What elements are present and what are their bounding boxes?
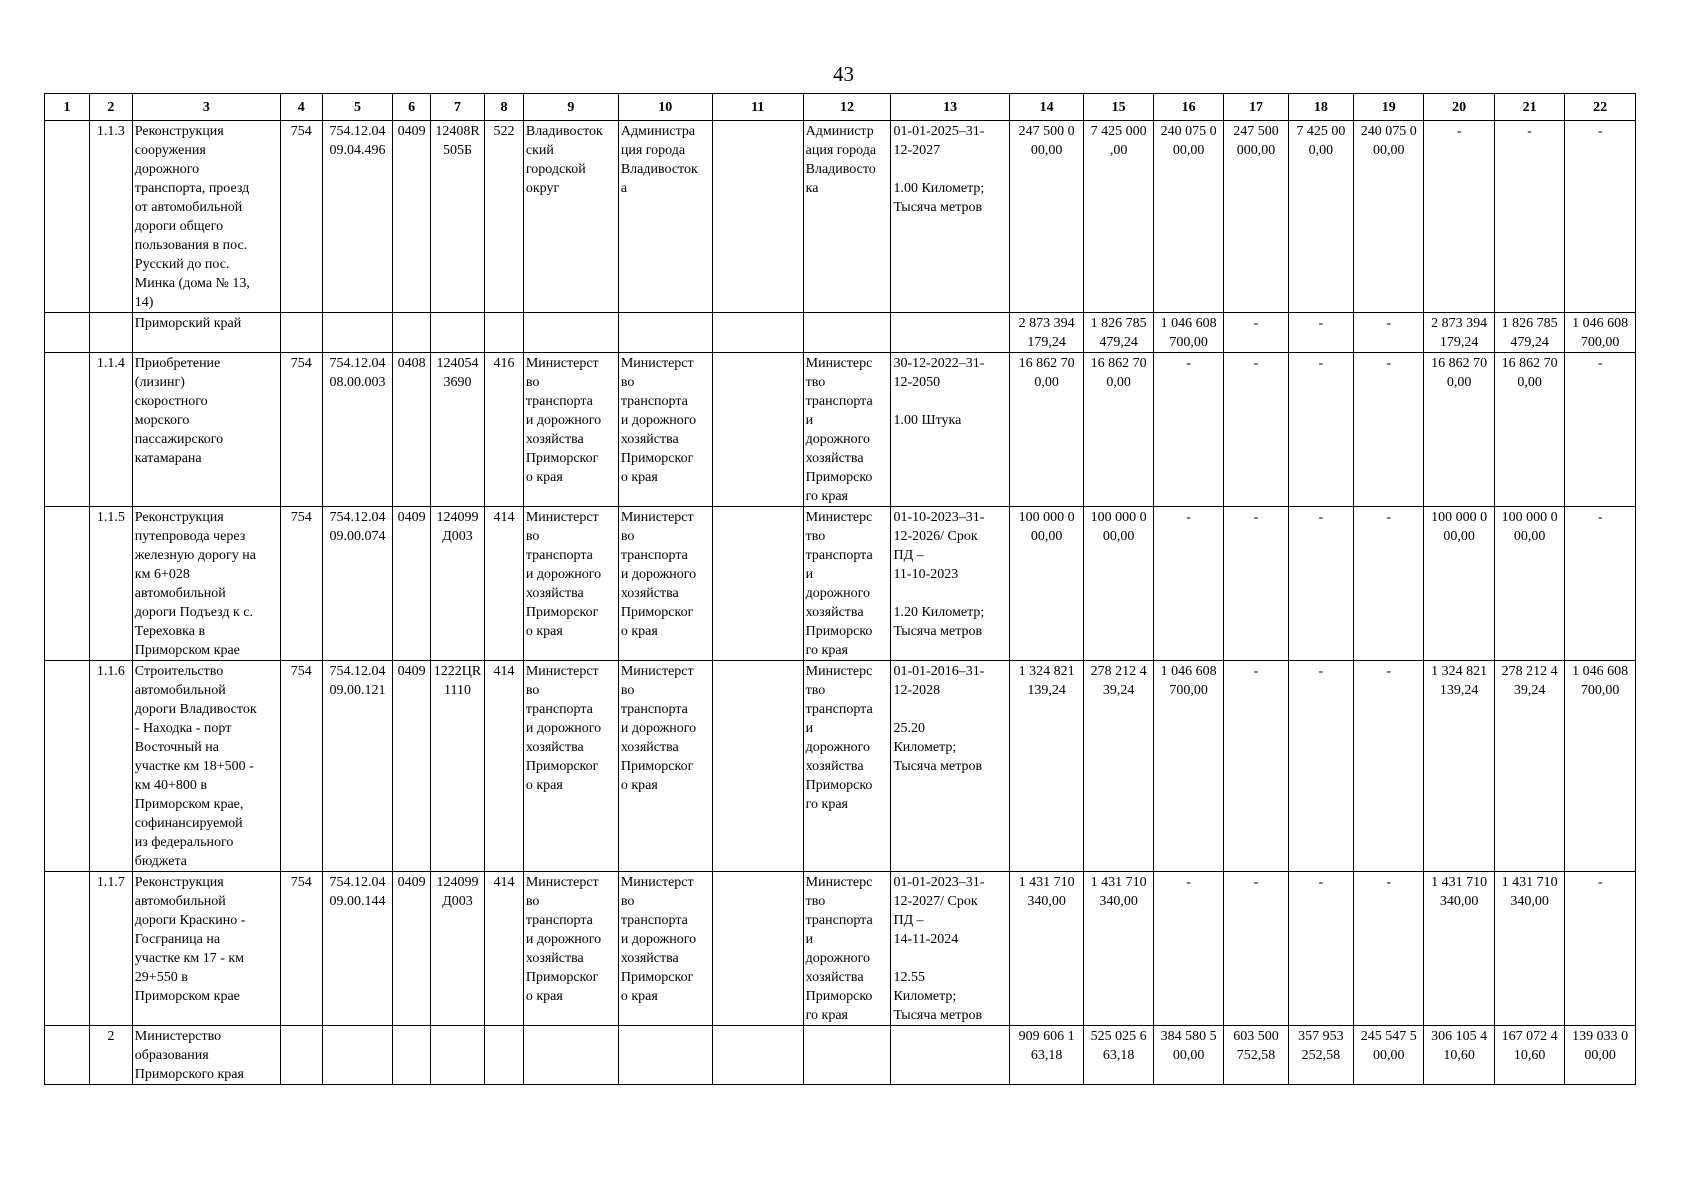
table-cell: 306 105 4 10,60 [1424, 1026, 1494, 1085]
table-cell [712, 872, 803, 1026]
table-cell: Реконструкция путепровода через железную дорогу на км 6+028 автомобильной дороги Подъезд к с. Тереховка в Приморском крае [132, 507, 280, 661]
table-cell: 754.12.04 09.04.496 [322, 121, 392, 313]
table-cell: Министерст во транспорта и дорожного хозяйства Приморског о края [523, 507, 618, 661]
table-cell: 16 862 70 0,00 [1424, 353, 1494, 507]
table-row [45, 1026, 1636, 1085]
table-cell: 01-01-2025–31- 12-2027 1.00 Километр; Тысяча метров [891, 121, 1009, 313]
table-cell [891, 1026, 1009, 1085]
column-header: 10 [618, 94, 712, 121]
column-header: 19 [1354, 94, 1424, 121]
table-cell [280, 313, 322, 353]
table-cell: 1 324 821 139,24 [1424, 661, 1494, 872]
table-cell: 1.1.4 [89, 353, 132, 507]
table-cell [45, 353, 90, 507]
table-cell: - [1224, 661, 1288, 872]
table-cell [45, 121, 90, 313]
table-cell: 1.1.5 [89, 507, 132, 661]
table-cell: 603 500 752,58 [1224, 1026, 1288, 1085]
header-row [45, 94, 1636, 121]
column-header: 9 [523, 94, 618, 121]
table-cell: 525 025 6 63,18 [1084, 1026, 1153, 1085]
table-cell: - [1565, 353, 1636, 507]
table-cell: - [1153, 872, 1223, 1026]
table-cell: 16 862 70 0,00 [1494, 353, 1564, 507]
table-cell: 100 000 0 00,00 [1084, 507, 1153, 661]
table-cell: - [1354, 507, 1424, 661]
page-number: 43 [833, 62, 854, 86]
table-cell [803, 1026, 891, 1085]
column-header: 6 [393, 94, 431, 121]
table-cell: - [1354, 353, 1424, 507]
table-cell [712, 661, 803, 872]
column-header: 11 [712, 94, 803, 121]
table-row [45, 313, 1636, 353]
table-cell: 1 431 710 340,00 [1009, 872, 1084, 1026]
table-cell: 754 [280, 353, 322, 507]
table-cell: Администр ация города Владивосто ка [803, 121, 891, 313]
table-cell: - [1224, 507, 1288, 661]
table-cell [393, 313, 431, 353]
table-cell [803, 313, 891, 353]
table-cell [523, 313, 618, 353]
table-cell: 278 212 4 39,24 [1084, 661, 1153, 872]
table-cell: 754.12.04 09.00.144 [322, 872, 392, 1026]
table-cell [891, 313, 1009, 353]
table-cell [523, 1026, 618, 1085]
table-cell: Министерст во транспорта и дорожного хозяйства Приморског о края [618, 872, 712, 1026]
table-cell: - [1565, 507, 1636, 661]
column-header: 1 [45, 94, 90, 121]
table-cell: 167 072 4 10,60 [1494, 1026, 1564, 1085]
table-cell: - [1288, 872, 1353, 1026]
table-body [45, 121, 1636, 1085]
table-cell: 1 046 608 700,00 [1153, 313, 1223, 353]
budget-table [44, 93, 1636, 1085]
table-row [45, 121, 1636, 313]
table-cell [430, 313, 484, 353]
table-cell: Министерство образования Приморского края [132, 1026, 280, 1085]
table-row [45, 872, 1636, 1026]
table-cell: 16 862 70 0,00 [1084, 353, 1153, 507]
table-cell: 0409 [393, 872, 431, 1026]
table-cell: 414 [485, 872, 524, 1026]
table-cell: 12408R 505Б [430, 121, 484, 313]
table-cell: 7 425 000 ,00 [1084, 121, 1153, 313]
table-cell: Приобретение (лизинг) скоростного морского пассажирского катамарана [132, 353, 280, 507]
table-cell: - [1354, 661, 1424, 872]
table-cell: 754.12.04 09.00.074 [322, 507, 392, 661]
table-cell: 1 431 710 340,00 [1084, 872, 1153, 1026]
table-cell: 0409 [393, 661, 431, 872]
table-cell: 754 [280, 872, 322, 1026]
column-header: 8 [485, 94, 524, 121]
table-cell: 416 [485, 353, 524, 507]
table-cell: - [1424, 121, 1494, 313]
table-cell [618, 313, 712, 353]
table-cell: 30-12-2022–31- 12-2050 1.00 Штука [891, 353, 1009, 507]
table-cell: - [1224, 313, 1288, 353]
table-cell: - [1354, 313, 1424, 353]
table-cell: Министерст во транспорта и дорожного хозяйства Приморског о края [523, 661, 618, 872]
column-header: 13 [891, 94, 1009, 121]
table-cell: 414 [485, 507, 524, 661]
column-header: 14 [1009, 94, 1084, 121]
table-cell: 240 075 0 00,00 [1153, 121, 1223, 313]
table-cell: 754 [280, 507, 322, 661]
table-cell: - [1288, 313, 1353, 353]
table-cell: - [1288, 353, 1353, 507]
table-cell [430, 1026, 484, 1085]
table-cell: 1.1.6 [89, 661, 132, 872]
table-cell: Министерс тво транспорта и дорожного хозяйства Приморско го края [803, 353, 891, 507]
table-cell: 16 862 70 0,00 [1009, 353, 1084, 507]
table-cell: Министерст во транспорта и дорожного хозяйства Приморског о края [618, 507, 712, 661]
table-cell: 124099 Д003 [430, 872, 484, 1026]
table-cell: 0408 [393, 353, 431, 507]
table-cell: Министерст во транспорта и дорожного хозяйства Приморског о края [523, 353, 618, 507]
table-cell: 278 212 4 39,24 [1494, 661, 1564, 872]
column-header: 4 [280, 94, 322, 121]
table-cell: Владивосток ский городской округ [523, 121, 618, 313]
column-header: 18 [1288, 94, 1353, 121]
table-row [45, 353, 1636, 507]
table-cell: 1 826 785 479,24 [1494, 313, 1564, 353]
table-cell [322, 313, 392, 353]
table-cell: 100 000 0 00,00 [1424, 507, 1494, 661]
table-cell: 0409 [393, 121, 431, 313]
table-cell [618, 1026, 712, 1085]
table-cell: 384 580 5 00,00 [1153, 1026, 1223, 1085]
table-cell: - [1354, 872, 1424, 1026]
table-cell: - [1288, 507, 1353, 661]
table-cell: 1 046 608 700,00 [1565, 313, 1636, 353]
table-cell: Министерс тво транспорта и дорожного хозяйства Приморско го края [803, 872, 891, 1026]
table-cell [45, 1026, 90, 1085]
table-cell: - [1565, 872, 1636, 1026]
table-cell: Министерст во транспорта и дорожного хозяйства Приморског о края [523, 872, 618, 1026]
table-cell [712, 1026, 803, 1085]
table-cell: 1 046 608 700,00 [1565, 661, 1636, 872]
table-cell: 754.12.04 08.00.003 [322, 353, 392, 507]
table-cell: 01-10-2023–31- 12-2026/ Срок ПД – 11-10-2023 1.20 Километр; Тысяча метров [891, 507, 1009, 661]
table-cell: 247 500 000,00 [1224, 121, 1288, 313]
table-cell: Министерс тво транспорта и дорожного хозяйства Приморско го края [803, 507, 891, 661]
table-cell [322, 1026, 392, 1085]
column-header: 21 [1494, 94, 1564, 121]
table-cell: 2 873 394 179,24 [1009, 313, 1084, 353]
column-header: 5 [322, 94, 392, 121]
table-cell: 1 431 710 340,00 [1494, 872, 1564, 1026]
table-cell: - [1288, 661, 1353, 872]
table-cell [89, 313, 132, 353]
table-cell [712, 313, 803, 353]
table-cell: 2 [89, 1026, 132, 1085]
table-cell [712, 353, 803, 507]
table-cell: 754.12.04 09.00.121 [322, 661, 392, 872]
table-cell: 754 [280, 661, 322, 872]
table-cell: 1 826 785 479,24 [1084, 313, 1153, 353]
table-cell: 100 000 0 00,00 [1494, 507, 1564, 661]
table-cell: Реконструкция автомобильной дороги Краскино - Госграница на участке км 17 - км 29+550 в Приморском крае [132, 872, 280, 1026]
table-cell: 1 324 821 139,24 [1009, 661, 1084, 872]
column-header: 22 [1565, 94, 1636, 121]
table-cell: 1 431 710 340,00 [1424, 872, 1494, 1026]
table-cell: - [1224, 872, 1288, 1026]
table-cell: 245 547 5 00,00 [1354, 1026, 1424, 1085]
column-header: 15 [1084, 94, 1153, 121]
table-row [45, 661, 1636, 872]
table-cell: 1.1.7 [89, 872, 132, 1026]
table-cell: - [1153, 353, 1223, 507]
table-row [45, 507, 1636, 661]
table-cell [45, 507, 90, 661]
table-cell [712, 507, 803, 661]
table-cell: 01-01-2023–31- 12-2027/ Срок ПД – 14-11-2024 12.55 Километр; Тысяча метров [891, 872, 1009, 1026]
table-cell: 1222ЦR 1110 [430, 661, 484, 872]
table-cell: Министерст во транспорта и дорожного хозяйства Приморског о края [618, 353, 712, 507]
table-cell: 754 [280, 121, 322, 313]
table-cell: 247 500 0 00,00 [1009, 121, 1084, 313]
table-cell: 240 075 0 00,00 [1354, 121, 1424, 313]
table-cell [280, 1026, 322, 1085]
table-cell: Реконструкция сооружения дорожного транспорта, проезд от автомобильной дороги общего пользования в пос. Русский до пос. Минка (дома № 13, 14) [132, 121, 280, 313]
table-cell [45, 872, 90, 1026]
table-cell: - [1153, 507, 1223, 661]
table-cell: Министерст во транспорта и дорожного хозяйства Приморског о края [618, 661, 712, 872]
column-header: 3 [132, 94, 280, 121]
table-cell: 909 606 1 63,18 [1009, 1026, 1084, 1085]
table-cell: 124054 3690 [430, 353, 484, 507]
column-header: 7 [430, 94, 484, 121]
table-cell: - [1494, 121, 1564, 313]
table-cell [45, 661, 90, 872]
table-cell: - [1565, 121, 1636, 313]
table-cell: 522 [485, 121, 524, 313]
table-cell: 7 425 00 0,00 [1288, 121, 1353, 313]
table-cell: 100 000 0 00,00 [1009, 507, 1084, 661]
table-cell [45, 313, 90, 353]
column-header: 16 [1153, 94, 1223, 121]
table-cell: 139 033 0 00,00 [1565, 1026, 1636, 1085]
table-cell [485, 1026, 524, 1085]
table-cell [485, 313, 524, 353]
table-cell: Строительство автомобильной дороги Владивосток - Находка - порт Восточный на участке км 18+500 - км 40+800 в Приморском крае, софинансируемой из федерального бюджета [132, 661, 280, 872]
table-cell: 01-01-2016–31- 12-2028 25.20 Километр; Тысяча метров [891, 661, 1009, 872]
table-cell: 357 953 252,58 [1288, 1026, 1353, 1085]
table-cell: - [1224, 353, 1288, 507]
table-cell [393, 1026, 431, 1085]
column-header: 20 [1424, 94, 1494, 121]
column-header: 17 [1224, 94, 1288, 121]
table-cell: 1 046 608 700,00 [1153, 661, 1223, 872]
column-header: 2 [89, 94, 132, 121]
table-cell: Приморский край [132, 313, 280, 353]
table-cell: Министерс тво транспорта и дорожного хозяйства Приморско го края [803, 661, 891, 872]
table-cell: 1.1.3 [89, 121, 132, 313]
table-cell: 2 873 394 179,24 [1424, 313, 1494, 353]
table-cell: 414 [485, 661, 524, 872]
column-header: 12 [803, 94, 891, 121]
table-cell [712, 121, 803, 313]
table-cell: 0409 [393, 507, 431, 661]
table-cell: Администра ция города Владивосток а [618, 121, 712, 313]
table-cell: 124099 Д003 [430, 507, 484, 661]
